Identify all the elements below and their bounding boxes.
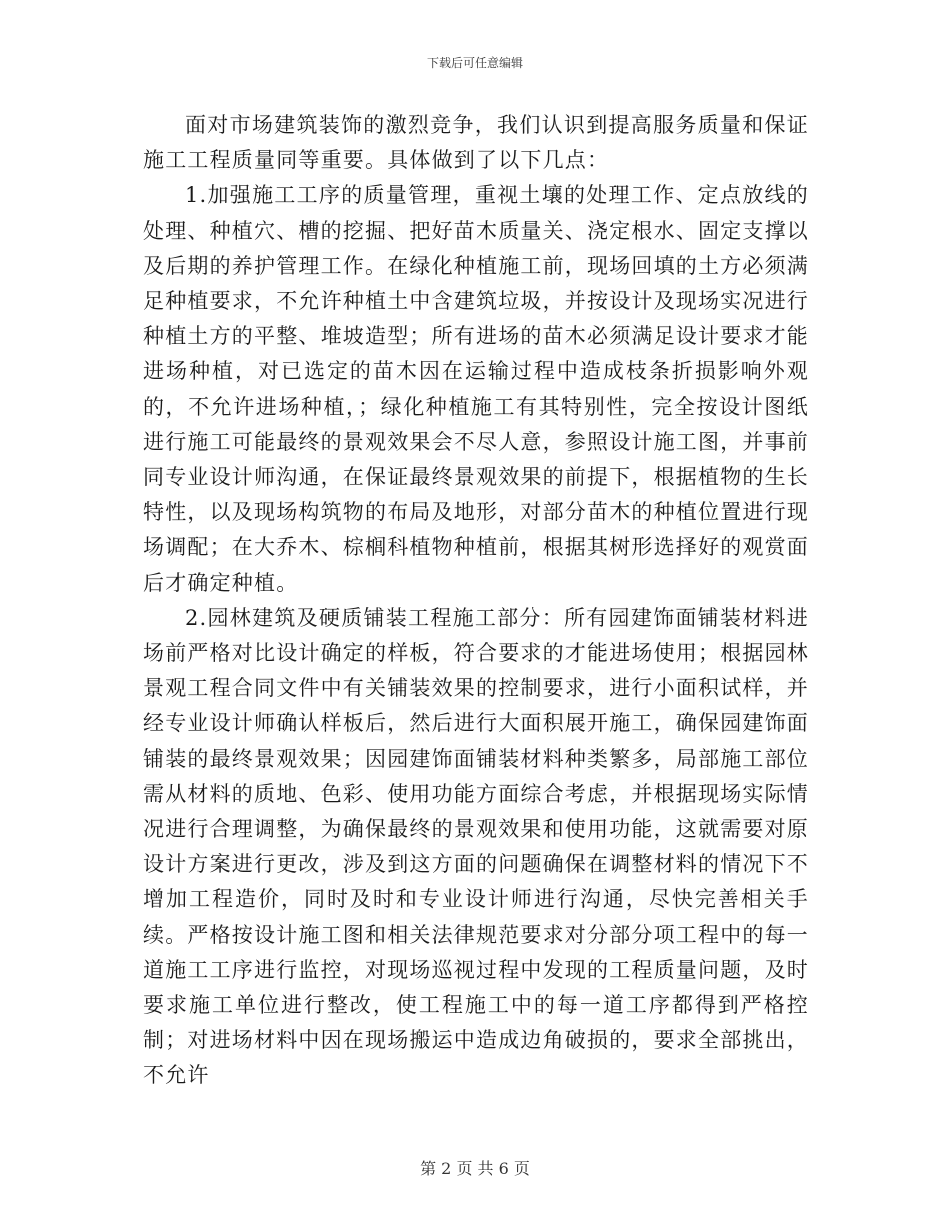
paragraph-item-2: 2.园林建筑及硬质铺装工程施工部分：所有园建饰面铺装材料进场前严格对比设计确定的样板，符合要求的才能进场使用；根据园林景观工程合同文件中有关铺装效果的控制要求，进行小面积试样，并经专业设计师确认样板后，然后进行大面积展开施工，确保园建饰面铺装的最终景观效果；因园建饰面铺装材料种类繁多，局部施工部位需从材料的质地、色彩、使用功能方面综合考虑，并根据现场实际情况进行合理调整，为确保最终的景观效果和使用功能，这就需要对原设计方案进行更改，涉及到这方面的问题确保在调整材料的情况下不增加工程造价，同时及时和专业设计师进行沟通，尽快完善相关手续。严格按设计施工图和相关法律规范要求对分部分项工程中的每一道施工工序进行监控，对现场巡视过程中发现的工程质量问题，及时要求施工单位进行整改，使工程施工中的每一道工序都得到严格控制；对进场材料中因在现场搬运中造成边角破损的，要求全部挑出，不允许 [143,605,809,1088]
paragraph-intro: 面对市场建筑装饰的激烈竞争，我们认识到提高服务质量和保证施工工程质量同等重要。具体做到了以下几点： [143,113,809,173]
page-footer: 第 2 页 共 6 页 [420,1159,530,1178]
paragraph-item-1: 1.加强施工工序的质量管理，重视土壤的处理工作、定点放线的处理、种植穴、槽的挖掘、把好苗木质量关、浇定根水、固定支撑以及后期的养护管理工作。在绿化种植施工前，现场回填的土方必须满足种植要求，不允许种植土中含建筑垃圾，并按设计及现场实况进行种植土方的平整、堆坡造型；所有进场的苗木必须满足设计要求才能进场种植，对已选定的苗木因在运输过程中造成枝条折损影响外观的，不允许进场种植，；绿化种植施工有其特别性，完全按设计图纸进行施工可能最终的景观效果会不尽人意，参照设计施工图，并事前同专业设计师沟通，在保证最终景观效果的前提下，根据植物的生长特性，以及现场构筑物的布局及地形，对部分苗木的种植位置进行现场调配；在大乔木、棕榈科植物种植前，根据其树形选择好的观赏面后才确定种植。 [143,183,809,595]
document-body [143,108,809,1094]
page-header: 下载后可任意编辑 [426,56,523,70]
